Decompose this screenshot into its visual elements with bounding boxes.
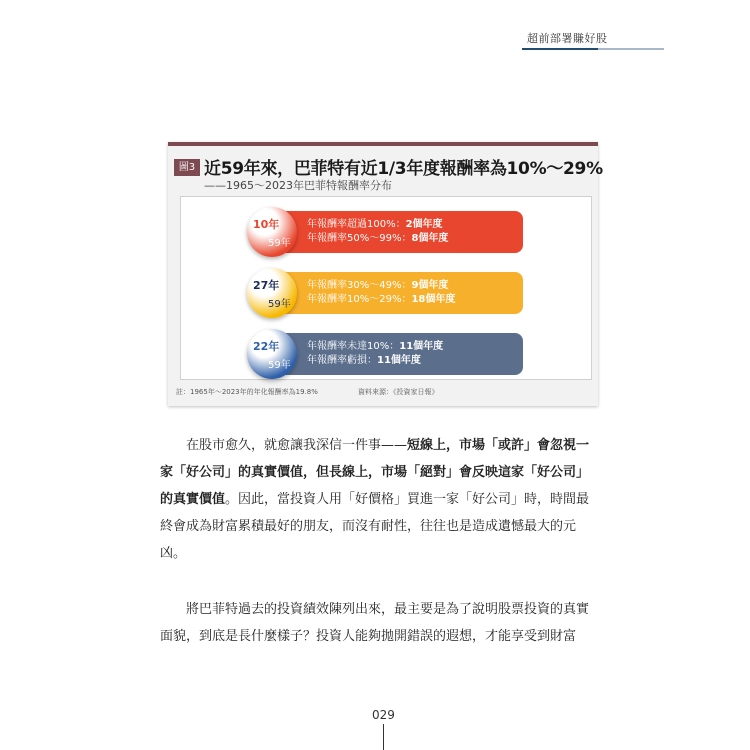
ratio-numerator: 10年 (253, 218, 280, 231)
ratio-circle (247, 329, 297, 379)
page-divider-line (383, 724, 384, 750)
row-line-2: 年報酬率虧損：11個年度 (307, 355, 421, 366)
ratio-numerator: 27年 (253, 279, 280, 292)
header-divider (522, 48, 664, 50)
row-line-1: 年報酬率未達10%：11個年度 (307, 341, 444, 352)
body-paragraph-2 (160, 596, 600, 650)
ratio-denominator: 59年 (268, 360, 291, 371)
chart-box (180, 196, 592, 380)
figure-subtitle: ——1965～2023年巴菲特報酬率分布 (204, 179, 392, 192)
figure-source: 資料來源：《投資家日報》 (358, 388, 439, 396)
row-line-1: 年報酬率30%～49%：9個年度 (307, 280, 449, 291)
distribution-row-bar (273, 211, 523, 253)
row-line-1: 年報酬率超過100%：2個年度 (307, 219, 443, 230)
page-number: 029 (372, 708, 395, 722)
row-line-2: 年報酬率10%～29%：18個年度 (307, 294, 456, 305)
text-segment: 將巴菲特過去的投資績效陳列出來，最主要是為了說明股票投資的真實面貌，到底是長什麼樣子？投資人能夠拋開錯誤的遐想，才能享受到財富 (160, 602, 590, 644)
figure-badge: 圖3 (174, 159, 200, 176)
ratio-numerator: 22年 (253, 340, 280, 353)
figure-panel (168, 142, 603, 406)
distribution-row-bar (273, 333, 523, 375)
row-line-2: 年報酬率50%～99%：8個年度 (307, 233, 449, 244)
header-title: 超前部署賺好股 (527, 32, 608, 45)
ratio-circle (247, 268, 297, 318)
ratio-denominator: 59年 (268, 238, 291, 249)
bold-text-segment: 短線上，市場「或許」會忽視一家「好公司」的真實價值，但長線上，市場「絕對」會反映這家「好公司」的真實價值 (160, 438, 590, 507)
text-segment: 在股市愈久，就愈讓我深信一件事—— (186, 438, 408, 453)
ratio-denominator: 59年 (268, 299, 291, 310)
ratio-circle (247, 207, 297, 257)
text-segment: 。因此，當投資人用「好價格」買進一家「好公司」時，時間最終會成為財富累積最好的朋友，而沒有耐性，往往也是造成遺憾最大的元凶。 (160, 492, 590, 561)
figure-title: 近59年來，巴菲特有近1/3年度報酬率為10%～29% (204, 159, 603, 179)
figure-note: 註：1965年～2023年的年化報酬率為19.8% (176, 388, 318, 396)
body-paragraph-1 (160, 432, 600, 567)
figure-top-bar (168, 142, 598, 146)
distribution-row-bar (273, 272, 523, 314)
